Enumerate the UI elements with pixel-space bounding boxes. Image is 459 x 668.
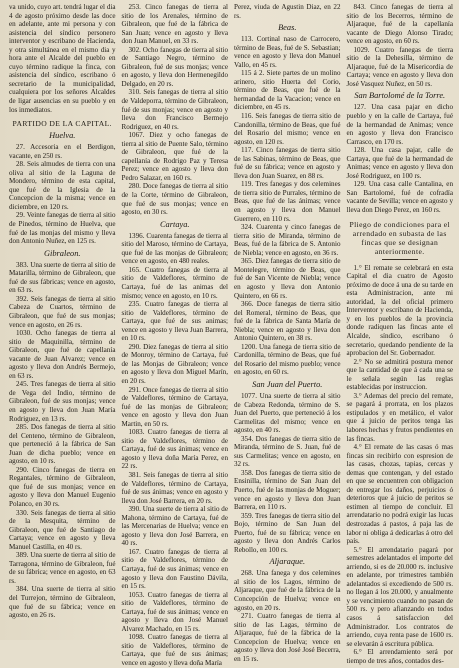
listing-entry: 253. Cinco fanegas de tierra al sitio de los Arenales, término de Gibraleon, que fué de la fábrica de San Juan; vence en agosto y lleva don Juan Manuel, en 33 rs.: [121, 3, 228, 46]
locality-heading: Aljaraque.: [269, 557, 306, 567]
listing-entry: 290. Diez fanegas de tierra al sitio de Monroy, término de Cartaya, fué de las Monjas de Gibraleon; vence en agosto y lleva don Miguel Marín, en 20 rs.: [121, 342, 228, 385]
listing-entry: 1.° El remate se celebrará en esta Capital el dia cuatro de Agosto próximo de doce á una de su tarde en esta Administracion, ante mi autoridad, la del oficial primero Interventor y escribano de Hacienda, y en los pueblos de la provincia donde radiquen las fincas ante el Alcalde, síndico, escribano ó secretario, quedando pendiente de la aprobacion del Sr. Gobernador.: [346, 263, 453, 358]
listing-entry: 1053. Cuatro fanegas de tierra al sitio de Valdeflores, término de Cartaya, fué de sus ánimas; vence en agosto y lleva don José Manuel Alvarez Machado, en 15 rs.: [121, 590, 228, 633]
listing-entry: 384. Una suerte de tierra al sitio del Turrejon, término de Gibraleon, que fué de su fábrica; vence en agosto, en 26 rs.: [9, 585, 116, 620]
listing-entry: 268. Una fanega y dos celemines al sitio de los Lagos, término de Aljaraque, que fué de la fábrica de la Concepción de Huelva; vence en agosto, en 20 rs.: [234, 569, 341, 612]
listing-entry: 285. Dos fanegas de tierra al sitio del Centeno, término de Gibraleon, que perteneció á la fábrica de San Juan de dicha pueblo; vence en agosto, en 10 rs.: [9, 423, 116, 466]
locality-heading: Huelva.: [49, 131, 76, 141]
listing-entry: 6.° El arrendamiento será por tiempo de tres años, contados des-: [346, 648, 453, 665]
listing-entry: 29. Veinte fanegas de tierra al sitio de Pinedos, término de Huelva, que fué de las monjas del mismo y lleva don Antonio Nuñez, en 125 rs.: [9, 211, 116, 246]
listing-entry: 381. Seis fanegas de tierra al sitio de Valdeflores, término de Cartaya, fué de sus ánimas; vence en agosto y lleva don José Barrera, en 20 rs.: [121, 470, 228, 505]
listing-entry: 302. Ocho fanegas de tierra al sitio de Santiago Negro, término de Gibraleon, fué de sus monjas; vence en agosto, y lleva don Hermenegildo Delgado, en 20 rs.: [121, 45, 228, 88]
column-3: [234, 3, 341, 663]
listing-entry: 1083. Cuatro fanegas de tierra al sitio de Valdeflores, término de Cartaya, fué de sus ánimas; vence en agosto y lleva doña María Perez, en 22 rs.: [121, 428, 228, 471]
listing-entry: 128. Una casa pajar, calle de Cartaya, que fué de la hermandad de Animas; vence en agosto y lleva don José Rodriguez, en 100 rs.: [346, 146, 453, 180]
listing-entry: Perez, viuda de Agustin Diaz, en 22 rs.: [234, 3, 341, 20]
listing-entry: 1200. Una fanega de tierra sitio de Cardonilla, término de Beas, que fué del Rosario del mismo pueblo; vence en agosto, en 60 rs.: [234, 342, 341, 377]
listing-entry: 271. Cuatro fanegas de tierra al sitio de las Lagas, término de Aljaraque, fué de la fábrica de la Concepcion de Huelva; vence en agosto y lleva don José José Becerra, en 15 rs.: [234, 612, 341, 663]
listing-entry: 113. Cortinal naso de Carrocero, término de Beas, fué de S. Sebastian; vence en agosto y lleva don Manuel Vallo, en 45 rs.: [234, 35, 341, 69]
listing-entry: 117. Cinco fanegas de tierra sitio de las Sabinas, término de Beas, que fué de su fábrica; vence en agosto y lleva don Juan Suarez, en 88 rs.: [234, 146, 341, 180]
column-1: [9, 3, 116, 640]
listing-entry: 235. Cuatro fanegas de tierra al sitio de Valdeflores, término de Cartaya, que fué de sus animas; vence en agosto y lleva Juan Barrera, en 10 rs.: [121, 300, 228, 343]
section-divider: [382, 259, 418, 260]
listing-entry: 383. Una suerte de tierra al sitio de Matarilla, término de Gibraleon, que fué de sus fábricas; vence en agosto, en 63 rs.: [9, 260, 116, 295]
listing-entry: 5.° El arrendatario pagará por semestres adelantados el importe del arriendo, si es de 20.000 rs. inclusive en adelante, por trimestres también adelantados si excediendo de 500 rs. no llegan á los 20.000, y anualmente y se vencimiento cuando no pasan de 500 rs. y pero afianzando en todos casos á satisfaccion del Administrador. Los contratos de arriendo, cuya renta pase de 1600 rs. se elevarán á escritura pública.: [346, 545, 453, 648]
listing-entry: 245. Tres fanegas de tierra al sitio de Vega del Indio, término de Gibraleon, fué de sus monjas; vence en agosto y lleva don Juan María Rodriguez, en 13 rs.: [9, 380, 116, 423]
listing-entry: 366. Doce fanegas de tierra sitio del Romeral, término de Beas, que fué de la fábrica de Santa María de Niebla; vence en agosto y lleva don Antonio Quintero, en 38 rs.: [234, 300, 341, 343]
listing-entry: 358. Dos fanegas de tierra sitio de Ensinilla, término de San Juan del Puerto, fué de las monjas de Moguer; vence en agosto y lleva don Juan Barrera, en 110 rs.: [234, 468, 341, 512]
listing-entry: 167. Cuatro fanegas de tierra al sitio de Valdeflores, término de Cartaya, fué de sus ánimas; vence en agosto y lleva don Faustino Dávila, en 15 rs.: [121, 547, 228, 591]
listing-entry: 1098. Cuatro fanegas de tierra al sitio de Valdeflores, término de Cartaya, que fué de sus ánimas; vence en agosto y lleva doña María: [121, 633, 228, 668]
listing-entry: 392. Seis fanegas de tierra al sitio Cabeza de Cuartos, término de Gibraleon, que fué de sus monjas; vence en agosto, en 26 rs.: [9, 294, 116, 329]
listing-entry: 1077. Una suerte de tierra al sitio de Cabeza Redonda, término de S. Juan del Puerto, que perteneció á los Carmelitas del mismo; vence en agosto, en 40 rs.: [234, 391, 341, 435]
listing-entry: 354. Dos fanegas de tierra sitio de Miranda, término de S. Juan, fué de sus Carmelitas; vence en agosto, en 32 rs.: [234, 434, 341, 469]
listing-entry: va unido, cuyo art. tendrá lugar el dia 4 de agosto próximo desde las doce en adelante, ante mi persona y con asistencia del síndico personero interventor y escribano de Hacienda, y otra simultánea en el mismo dia y hora ante el Alcalde del pueblo en cuyo término radique la finca, con asistencia del síndico, escribano ó secretario de la municipalidad, cualquiera por los señores Alcaldes de ligar ausencias en su pueblo y en los inmediatos.: [9, 3, 116, 114]
listing-entry: 389. Una suerte de tierra al sitio de Tarragona, término de Gibraleon, fué de su fábrica; vence en agosto, en 63 rs.: [9, 551, 116, 585]
listing-entry: 27. Accesoria en el Berdigon, vacante, en 250 rs.: [9, 143, 116, 160]
listing-entry: 1396. Cuarenta fanegas de tierra al sitio del Maroso, término de Cartaya, que fué de las monjas de Gibraleon; vence en agosto, en 480 reales.: [121, 231, 228, 266]
listing-entry: 310. Seis fanegas de tierra al sitio de Valdeporra, término de Gibraleon, fué de sus monjas; vence en agosto y lleva don Francisco Bermejo Rodriguez, en 40 rs.: [121, 88, 228, 131]
locality-heading: Cartaya.: [159, 219, 190, 229]
listing-entry: 127. Una casa pajar en dicho pueblo y en la calle de Cartaya, fué de la hermandad de Animas; vence en agosto y lleva don Francisco Carrasco, en 170 rs.: [346, 103, 453, 146]
listing-entry: 1030. Ocho fanegas de tierra al sitio de Maquinilla, término de Gibraleon, que fué de capellanía vacante de Juan Alvarez; vence en agosto y lleva don Andrés Bermejo, en 63 rs.: [9, 329, 116, 380]
listing-entry: 324. Cuarenta y cinco fanegas de tierra sitio de Miranda, término de Beas, fué de la fábrica de S. Antonio de Niebla; vence en agosto, en 36 rs.: [234, 223, 341, 257]
listing-entry: 1029. Cuatro fanegas de tierra sitio de la Dehesilla, término de Aljaraque, fué de la Misericordia de Cartaya; vence en agosto y lleva don José Vasquez Nuñez, en 50 rs.: [346, 45, 453, 88]
listing-entry: 365. Diez fanegas de tierra sitio de Montelegre, término de Beas, que fué de San Vicente de Niebla; vence en agosto y lleva don Antonio Quintero, en 66 rs.: [234, 257, 341, 300]
listing-entry: 119. Tres fanegas y dos celemines de tierra sitio de Purrales, término de Beas, que fué de las ánimas; vence en agosto y lleva don Manuel Guerrero, en 110 rs.: [234, 180, 341, 223]
section-heading: PARTIDO DE LA CAPITAL.: [12, 119, 112, 129]
listing-entry: 843. Cinco fanegas de tierra al sitio de los Becerros, término de Aljaraque, fué de la capellanía vacante de Diego Alonso Tirado; vence en agosto, en 60 rs.: [346, 3, 453, 46]
listing-entry: 280. Doce fanegas de tierra al sitio de la Corte, término de Gibraleon, que fué de sus monjas; vence en agosto, en 30 rs.: [121, 182, 228, 217]
listing-entry: 359. Tres fanegas de tierra sitio del Bojo, término de San Juan del Puerto, fué de su fábrica; vence en agosto y lleva don Andrés Carlos Rebollo, en 100 rs.: [234, 511, 341, 554]
listing-entry: 390. Una suerte de tierra al sitio de Mahona, término de Cartaya, fué de las Mercenarias de Huelva; vence en agosto y lleva don José Barrera, en 40 rs.: [121, 505, 228, 548]
listing-entry: 165. Cuatro fanegas de tierra al sitio de Valdeflores, término de Cartaya, fué de las animas del mismo; vence en agosto, en 10 rs.: [121, 265, 228, 300]
listing-entry: 4.° El remate de las casas ó mas fincas sin recibirlo con espresion de las casas, chozas, tapias, cercas y demas que contengan, y del estado en que se encuentren con obligacion de entregar los daños, perjuicios ó deterioros que á juicio de peritos se estimen al tiempo de concluir. El arrendatario no podrá exigir las lucas destrozadas á pastos, á paja las de labor ni obliga á dedicarlas á otro del país.: [346, 443, 453, 546]
listing-entry: 129. Una casa calle Cantalina, en San Bartolomé, fué de cofradía vacante de Sevilla; vence en agosto y lleva don Diego Perez, en 160 rs.: [346, 180, 453, 215]
listing-entry: 3.° Ademas del precio del remate, se pagará á prorrata, en los plazos estipulados y en metálico, el valor que á juicio de peritos tenga las labores hechas y frutos pendientes en las fincas.: [346, 391, 453, 443]
column-2: [121, 3, 229, 668]
listing-entry: 2.° No se admitirá postura menor que la cantidad de que á cada una se le señala según las reglas establecidas por instruccion.: [346, 357, 453, 392]
listing-entry: 116. Seis fanegas de tierra sitio de Candonilla, término de Beas, que fué del Rosario del mismo; vence en agosto, en 120 rs.: [234, 112, 341, 146]
listing-entry: 291. Once fanegas de tierra al sitio de Valdeflores, término de Cartaya, fué de las monjas de Gibraleon; vence en agosto y lleva don Juan Martin, en 50 rs.: [121, 385, 228, 428]
listing-entry: 115 á 2. Siete partes de un molino arinero, sitio Huerta del Corio, término de Beas, que fué de la hermandad de la Vacacion; vence en diciembre, en 45 rs.: [234, 69, 341, 112]
section-heading: Pliego de condiciones para el arrendado en subasta de las fincas que se designan anteriormente.: [349, 219, 451, 256]
locality-heading: Beas.: [278, 23, 297, 33]
listing-entry: 28. Seis almudes de tierra con una oliva al sitio de la Laguna de Mondero, término de esta capital, que fué de la Iglesia de la Concepcion de la misma; vence en diciembre, en 120 rs.: [9, 160, 116, 211]
column-4: [346, 3, 454, 665]
locality-heading: Gibraleon.: [43, 248, 81, 258]
listing-entry: 290. Cinco fanegas de tierra en Regantales, término de Gibraleon, que fué de sus monjas; vence en agosto y lleva don Manuel Eugenio Polanco, en 30 rs.: [9, 465, 116, 508]
listing-entry: 1067. Diez y ocho fanegas de tierra al sitio de Puente Salo, término de Gibraleon, que fué de la capellanía de Rodrigo Paz y Teresa Perez; vence en agosto y lleva don Pedro Salazar, en 160 rs.: [121, 131, 228, 182]
locality-heading: San Juan del Puerto.: [252, 379, 323, 389]
listing-entry: 330. Seis fanegas de tierra al sitio de la Mesquita, término de Gibraleon, que fué de Santiago de Cartaya; vence en agosto y lleva Manuel Castilla, en 40 rs.: [9, 508, 116, 551]
locality-heading: San Bartolomé de la Torre.: [354, 91, 446, 101]
